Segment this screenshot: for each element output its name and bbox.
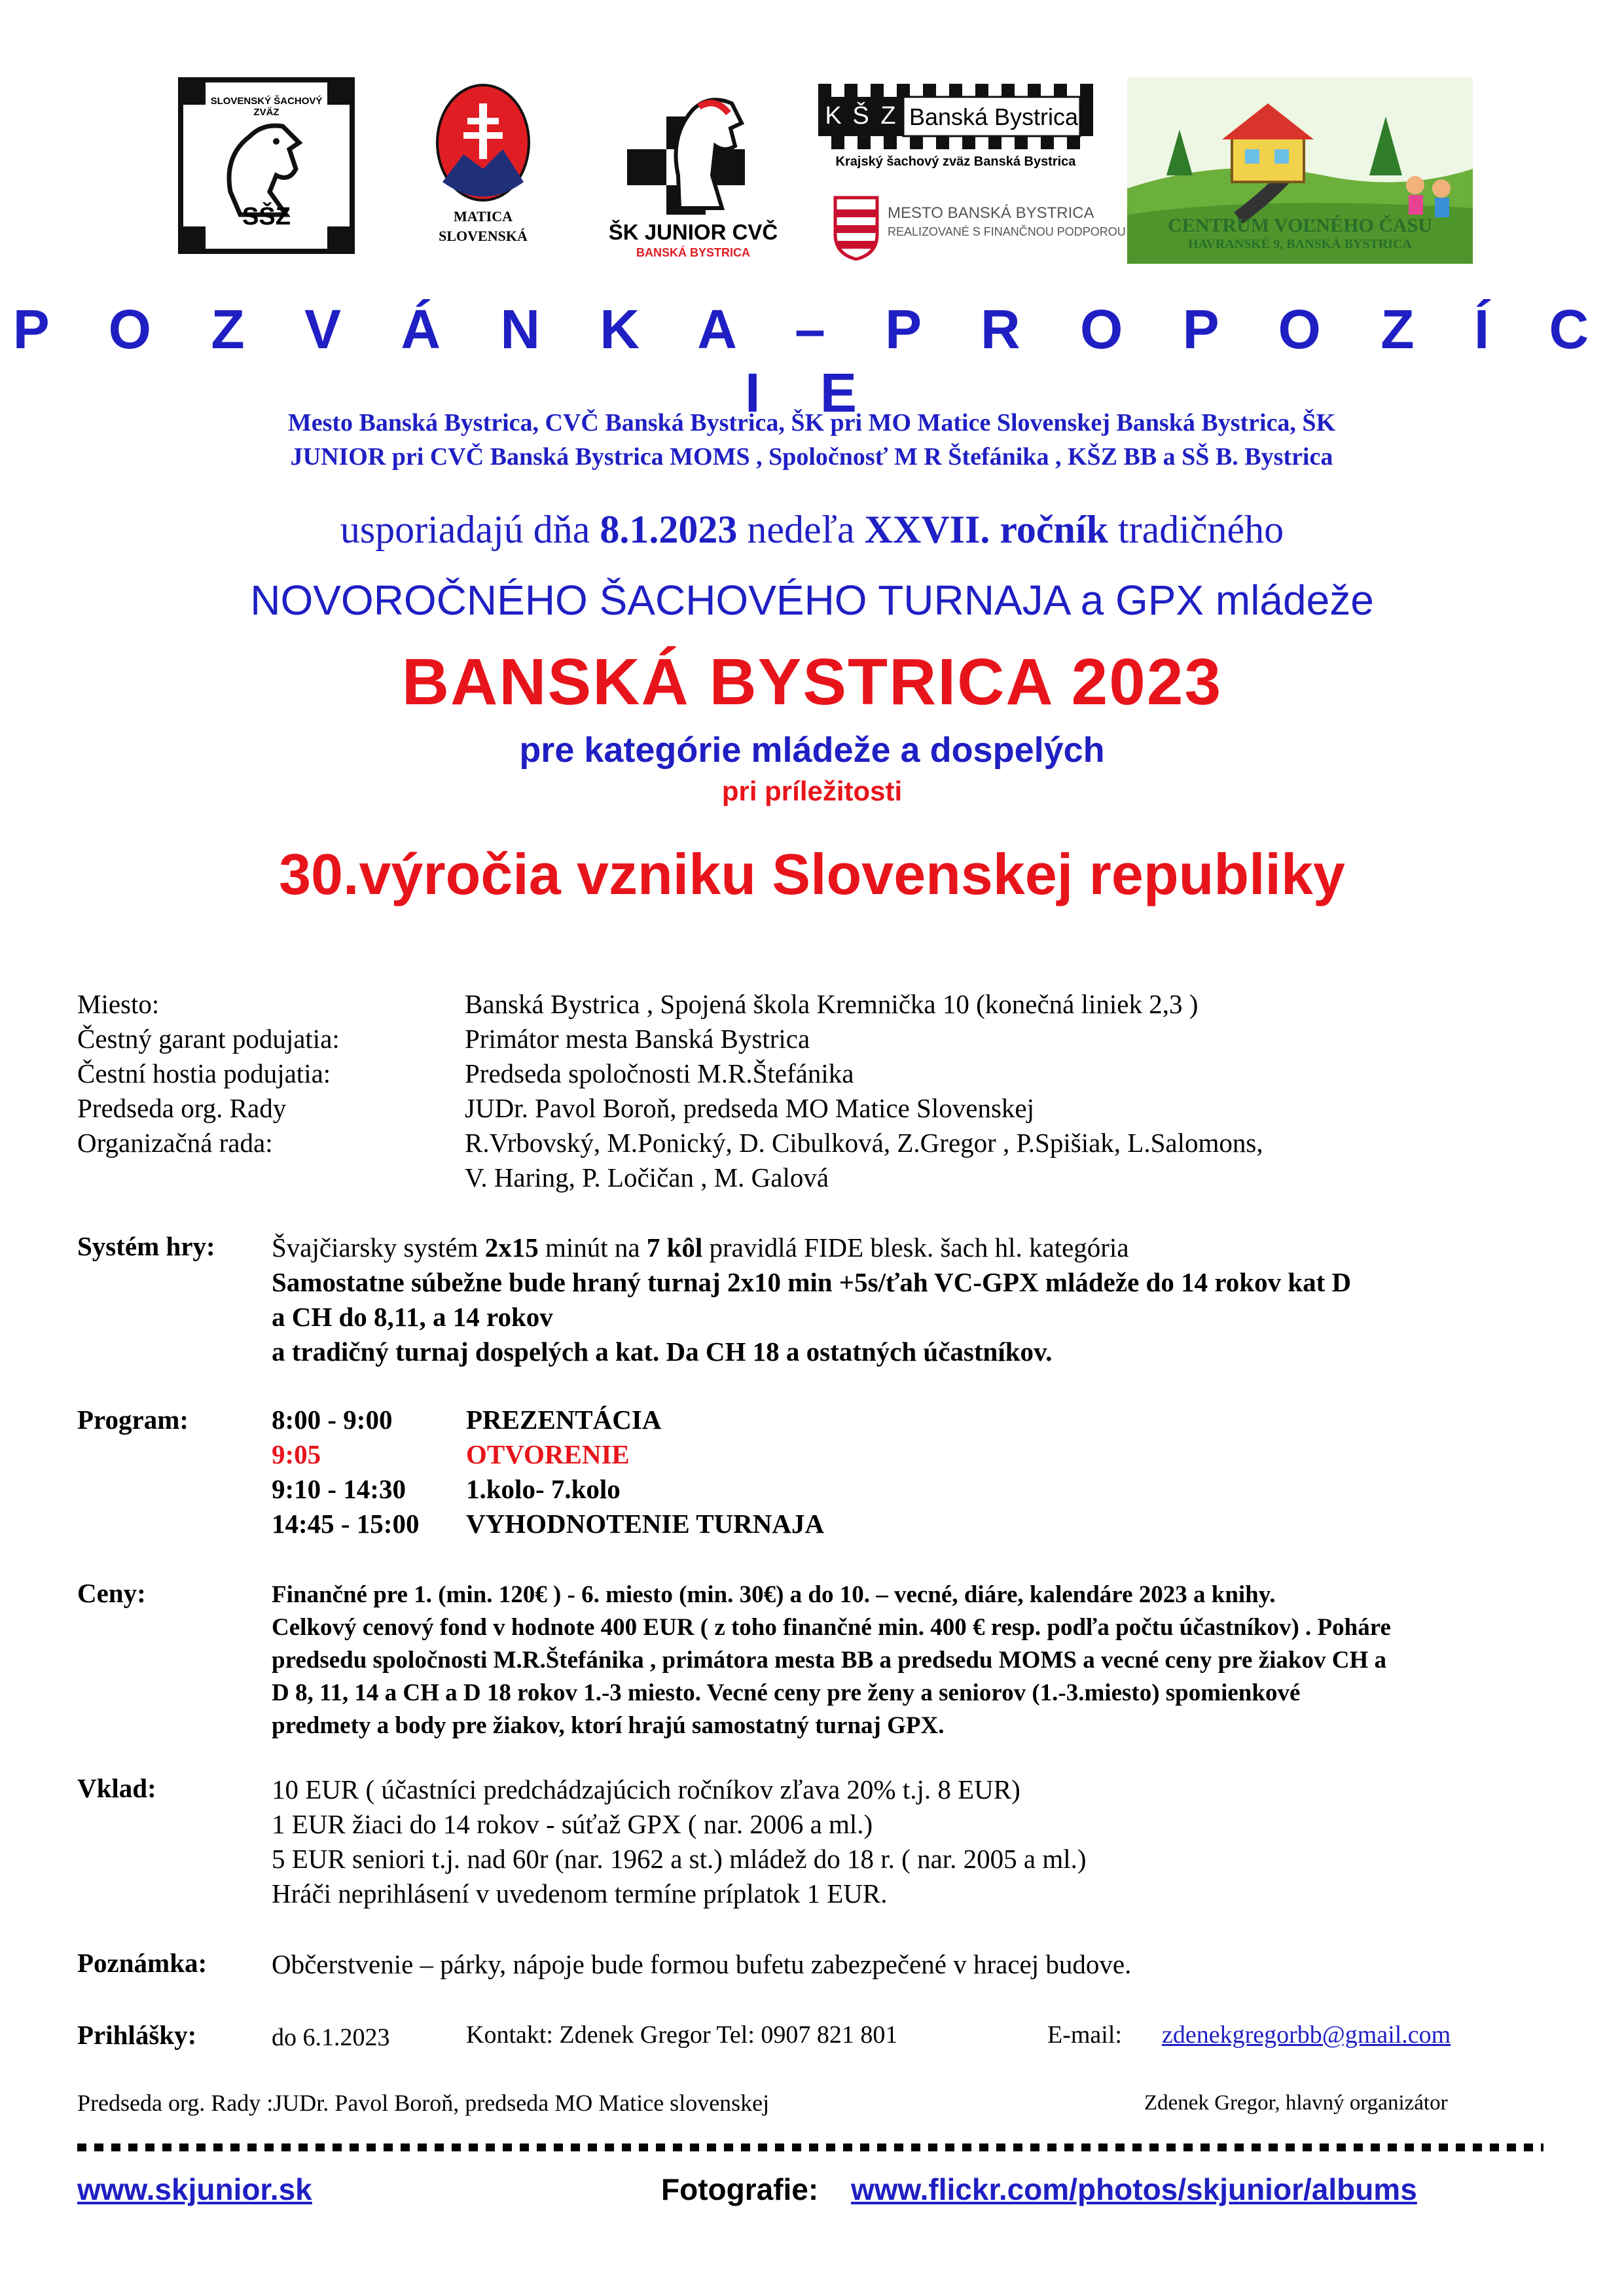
system-line2: Samostatne súbežne bude hraný turnaj 2x10 min +5s/ťah VC-GPX mládeže do 14 rokov kat D [272, 1267, 1352, 1297]
ksz-letter-z: Z [880, 102, 896, 130]
program-text: VYHODNOTENIE TURNAJA [466, 1509, 825, 1539]
program-text: 1.kolo- 7.kolo [466, 1474, 621, 1504]
organizers-line2: JUNIOR pri CVČ Banská Bystrica MOMS , Spoločnosť M R Štefánika , KŠZ BB a SŠ B. Bystrica [290, 443, 1333, 471]
program-label: Program: [77, 1405, 189, 1435]
info-value: JUDr. Pavol Boroň, predseda MO Matice Slovenskej [465, 1093, 1034, 1123]
prizes-label: Ceny: [77, 1578, 146, 1608]
prizes-line: D 8, 11, 14 a CH a D 18 rokov 1.-3 miesto. Vecné ceny pre ženy a seniorov (1.-3.miesto) spomienkové [272, 1679, 1301, 1706]
program-time: 9:05 [272, 1439, 321, 1469]
program-text: OTVORENIE [466, 1439, 630, 1469]
info-value: Banská Bystrica , Spojená škola Kremnička 10 (konečná liniek 2,3 ) [465, 989, 1199, 1019]
info-value: Predseda spoločnosti M.R.Štefánika [465, 1058, 854, 1088]
program-time: 9:10 - 14:30 [272, 1474, 406, 1504]
fee-line: Hráči neprihlásení v uvedenom termíne príplatok 1 EUR. [272, 1878, 888, 1909]
organizers-line1: Mesto Banská Bystrica, CVČ Banská Bystrica, ŠK pri MO Matice Slovenskej Banská Bystrica, ŠK [287, 409, 1336, 437]
cvc-line1: CENTRUM VOĽNÉHO ČASU [1168, 215, 1432, 236]
organizers [196, 406, 1427, 474]
skjunior-logo [601, 77, 785, 262]
system-line3: a CH do 8,11, a 14 rokov [272, 1302, 553, 1332]
prizes-body [272, 1579, 1391, 1742]
system-line1-e: pravidlá FIDE blesk. šach hl. kategória [702, 1232, 1129, 1263]
matica-logo [411, 77, 555, 260]
registration-email-link[interactable]: zdenekgregorbb@gmail.com [1162, 2021, 1451, 2049]
fee-body [272, 1772, 1087, 1911]
mesto-line1: MESTO BANSKÁ BYSTRICA [888, 204, 1094, 222]
skjunior-name: ŠK JUNIOR CVČ [608, 220, 778, 244]
matica-line2: SLOVENSKÁ [439, 228, 528, 244]
registration-deadline: do 6.1.2023 [272, 2024, 390, 2051]
cvc-line2: HAVRANSKÉ 9, BANSKÁ BYSTRICA [1188, 237, 1412, 251]
footer-photos-label: Fotografie: [661, 2172, 819, 2206]
system-line1-a: Švajčiarsky systém [272, 1232, 485, 1263]
intro-date: 8.1.2023 [600, 508, 738, 551]
intro-year: XXVII. ročník [864, 508, 1108, 551]
system-line1-b: 2x15 [484, 1232, 539, 1263]
prizes-line: Finančné pre 1. (min. 120€ ) - 6. miesto (min. 30€) a do 10. – vecné, diáre, kalendáre 2023 a knihy. [272, 1581, 1276, 1608]
system-body [272, 1230, 1351, 1369]
footer-photos-link[interactable]: www.flickr.com/photos/skjunior/albums [851, 2172, 1417, 2206]
skjunior-city: BANSKÁ BYSTRICA [636, 246, 750, 259]
city-year: BANSKÁ BYSTRICA 2023 [401, 645, 1223, 719]
ksz-subtitle: Krajský šachový zväz Banská Bystrica [835, 154, 1076, 169]
info-label: Čestný garant podujatia: [77, 1024, 340, 1054]
registration-label: Prihlášky: [77, 2020, 197, 2050]
info-label: Miesto: [77, 989, 160, 1019]
ksz-logo [818, 84, 1093, 175]
program-time: 8:00 - 9:00 [272, 1405, 393, 1435]
categories: pre kategórie mládeže a dospelých [519, 730, 1105, 770]
ksz-letter-s: Š [852, 102, 869, 130]
system-line1-d: 7 kôl [646, 1232, 703, 1263]
signature-right: Zdenek Gregor, hlavný organizátor [1144, 2091, 1448, 2115]
intro-text-b: nedeľa [737, 508, 865, 551]
prizes-line: Celkový cenový fond v hodnote 400 EUR ( z toho finančné min. 400 € resp. podľa počtu účastníkov) . Poháre [272, 1614, 1391, 1641]
mesto-line2: REALIZOVANÉ S FINANČNOU PODPOROU [888, 225, 1126, 238]
page-title: P O Z V Á N K A – P R O P O Z Í C I E [12, 298, 1612, 423]
info-label: Organizačná rada: [77, 1128, 273, 1158]
info-label: Predseda org. Rady [77, 1093, 287, 1123]
footer-website-link[interactable]: www.skjunior.sk [77, 2172, 312, 2206]
fee-label: Vklad: [77, 1773, 156, 1803]
info-value: R.Vrbovský, M.Ponický, D. Cibulková, Z.Gregor , P.Spišiak, L.Salomons, [465, 1128, 1263, 1158]
program-time: 14:45 - 15:00 [272, 1509, 420, 1539]
tournament-name: NOVOROČNÉHO ŠACHOVÉHO TURNAJA a GPX mládeže [250, 577, 1374, 624]
signature-left: Predseda org. Rady :JUDr. Pavol Boroň, predseda MO Matice slovenskej [77, 2090, 770, 2116]
registration-email-label: E-mail: [1047, 2021, 1122, 2049]
intro-text-c: tradičného [1108, 508, 1284, 551]
fee-line: 1 EUR žiaci do 14 rokov - súťaž GPX ( nar. 2006 a ml.) [272, 1809, 873, 1839]
registration-contact: Kontakt: Zdenek Gregor Tel: 0907 821 801 [466, 2021, 898, 2049]
ssz-abbr: SŠZ [242, 203, 291, 230]
program-text: PREZENTÁCIA [466, 1405, 662, 1435]
ksz-letter-k: K [825, 102, 842, 130]
system-line1-c: minút na [538, 1232, 647, 1263]
prizes-line: predmety a body pre žiakov, ktorí hrajú samostatný turnaj GPX. [272, 1712, 945, 1739]
info-label: Čestní hostia podujatia: [77, 1058, 331, 1088]
note-label: Poznámka: [77, 1948, 208, 1978]
matica-line1: MATICA [453, 208, 513, 224]
mesto-logo [830, 195, 1126, 267]
ssz-name: SLOVENSKÝ ŠACHOVÝ ZVÄZ [210, 96, 323, 118]
footer-divider [77, 2144, 1543, 2151]
ssz-logo [178, 77, 355, 254]
intro-text-a: usporiadajú dňa [340, 508, 600, 551]
fee-line: 5 EUR seniori t.j. nad 60r (nar. 1962 a st.) mládež do 18 r. ( nar. 2005 a ml.) [272, 1844, 1087, 1874]
occasion-pre: pri príležitosti [721, 776, 903, 806]
prizes-line: predsedu spoločnosti M.R.Štefánika , primátora mesta BB a predsedu MOMS a vecné ceny pre žiakov CH a [272, 1647, 1387, 1674]
occasion: 30.výročia vzniku Slovenskej republiky [279, 842, 1345, 906]
fee-line: 10 EUR ( účastníci predchádzajúcich ročníkov zľava 20% t.j. 8 EUR) [272, 1774, 1020, 1804]
system-label: Systém hry: [77, 1231, 215, 1261]
intro-line [0, 507, 1624, 552]
system-line1 [272, 1230, 1351, 1265]
cvc-logo [1127, 77, 1473, 264]
info-value: V. Haring, P. Ločičan , M. Galová [465, 1162, 829, 1193]
ksz-city: Banská Bystrica [909, 103, 1079, 130]
system-line4: a tradičný turnaj dospelých a kat. Da CH 18 a ostatných účastníkov. [272, 1336, 1053, 1367]
info-value: Primátor mesta Banská Bystrica [465, 1024, 810, 1054]
note-text: Občerstvenie – párky, nápoje bude formou bufetu zabezpečené v hracej budove. [272, 1949, 1132, 1979]
